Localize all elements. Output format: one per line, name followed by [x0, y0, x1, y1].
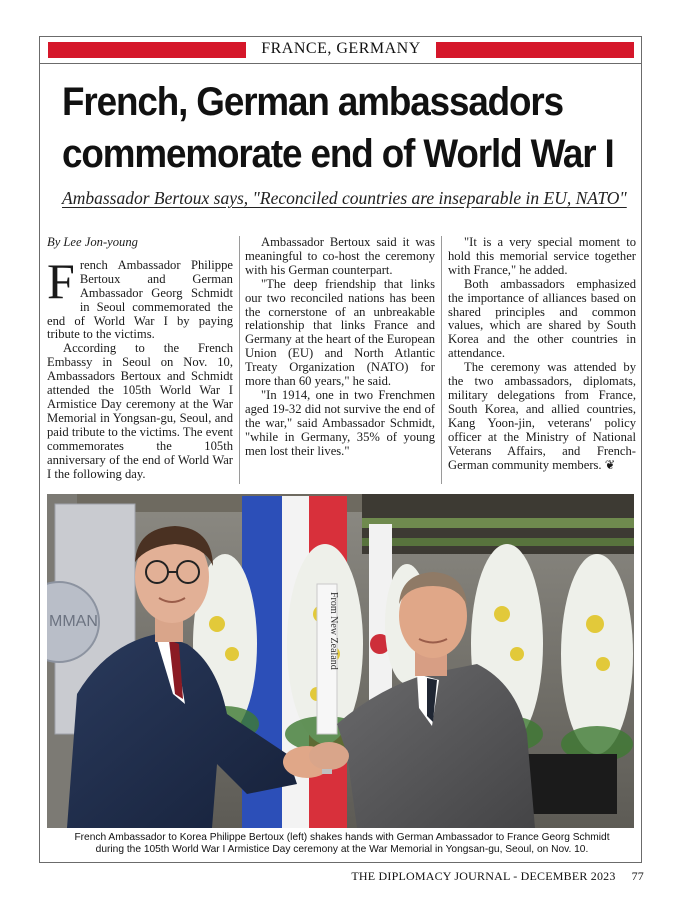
paragraph-8-text-continued-continued: The ceremony was attended by the two ambassadors, diplomats, military delegations from France, South Korea, and allied countries, Kang Yoon-jin, veterans' policy officer at the Ministry of National Veterans Affairs, and French-German community members.: [448, 360, 637, 472]
paragraph-7: Both ambassadors emphasized the importance of alliances based on shared principles and common values, which are shared by South Korea and the other countries in attendance.: [448, 276, 636, 361]
header-divider: [40, 63, 641, 64]
plaque-text: MMAN: [49, 613, 98, 630]
headline-line-2: commemorate end of World War I: [62, 132, 614, 176]
paragraph-6: "It is a very special moment to hold this memorial service together with France," he added.: [448, 235, 636, 277]
paragraph-2: According to the French Embassy in Seoul on Nov. 10, Ambassadors Bertoux and Schmidt attended the 105th World War I Armistice Day ceremony at the War Memorial in Yongsan-gu, Seoul, and paid tribute to the victims. The event commemorates the 105th anniversary of the end of World War I the following day.: [47, 341, 233, 481]
paragraph-4: "The deep friendship that links our two reconciled nations has been the cornerstone of an unbreakable relationship that links France and Germany at the heart of the European Union (EU) and North Atlantic Treaty Organization (NATO) for more than 60 years," he said.: [245, 276, 435, 389]
subheadline: Ambassador Bertoux says, "Reconciled countries are inseparable in EU, NATO": [62, 188, 627, 208]
section-label: FRANCE, GERMANY: [261, 40, 421, 57]
drop-cap: F: [47, 252, 75, 309]
column-rule: [441, 236, 442, 484]
column-rule: [239, 236, 240, 484]
section-bar-right: [436, 42, 634, 58]
ceremony-photo: [47, 494, 634, 828]
paragraph-1-text: rench Ambassador Philippe Bertoux and German Ambassador Georg Schmidt in Seoul commemorated the end of World War I by paying tribute to the victims.: [47, 257, 234, 342]
caption-line-1: French Ambassador to Korea Philippe Bertoux (left) shakes hands with German Ambassador to France Georg Schmidt: [74, 832, 610, 843]
paragraph-8: [448, 361, 636, 472]
ceremony-photo-illustration: [47, 494, 634, 828]
paragraph-3: Ambassador Bertoux said it was meaningful to co-host the ceremony with his German counterpart.: [245, 235, 435, 277]
article-column-3: [448, 236, 636, 472]
page-number: 77: [631, 869, 644, 883]
headline-line-1: French, German ambassadors: [62, 80, 564, 124]
headline: [62, 76, 614, 180]
publication-name: THE DIPLOMACY JOURNAL - DECEMBER 2023: [351, 869, 616, 883]
section-bar-left: [48, 42, 246, 58]
article-column-2: [245, 236, 435, 459]
section-header: [48, 41, 634, 59]
photo-caption: [50, 832, 634, 856]
byline: By Lee Jon-young: [47, 235, 138, 249]
page-footer: [351, 869, 644, 884]
paragraph-1: [47, 252, 234, 342]
paragraph-5: "In 1914, one in two Frenchmen aged 19-32 did not survive the end of the war," said Ambassador Schmidt, "while in Germany, 35% of young men lost their lives.": [245, 387, 435, 458]
article-column-1: [47, 236, 233, 481]
caption-line-2: during the 105th World War I Armistice Day ceremony at the War Memorial in Yongsan-gu, Seoul, on Nov. 10.: [95, 844, 589, 855]
wreath-ribbon-text: From New Zealand: [328, 592, 339, 670]
end-mark-icon-continued-continued: ❦: [604, 457, 616, 472]
